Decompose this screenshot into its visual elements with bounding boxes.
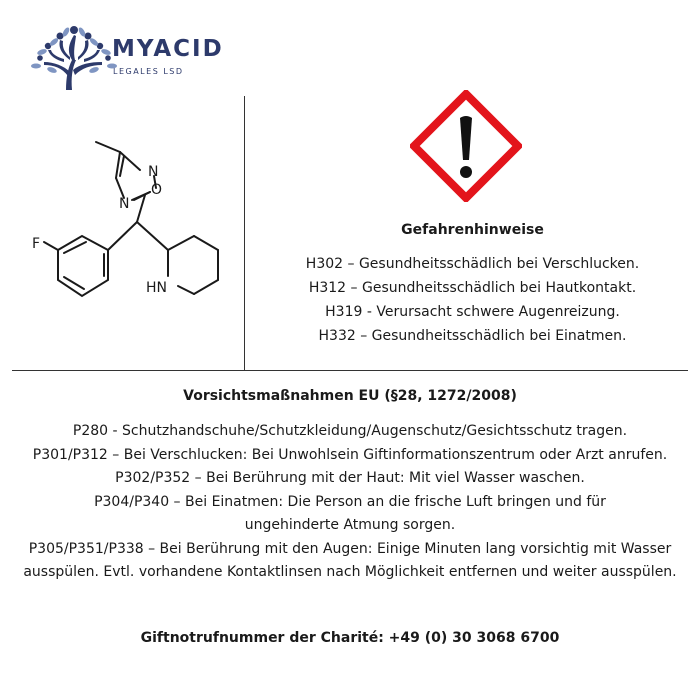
emergency-number: Giftnotrufnummer der Charité: +49 (0) 30 3068 6700 [140,630,560,646]
hazard-statement: H312 – Gesundheitsschädlich bei Hautkontakt. [308,280,637,296]
precautions-heading: Vorsichtsmaßnahmen EU (§28, 1272/2008) [183,388,517,404]
hazard-statement: H302 – Gesundheitsschädlich bei Verschlucken. [305,256,640,272]
atom-nitrogen-ring: N [148,164,159,180]
atom-nitrogen-lower: N [119,196,130,212]
precautions-list [12,420,688,585]
logo-title: MYACID [112,36,224,62]
atom-fluorine: F [32,236,41,252]
hazard-statement: H332 – Gesundheitsschädlich bei Einatmen. [318,328,627,344]
hazard-heading: Gefahrenhinweise [401,222,544,238]
precaution-statement: P305/P351/P338 – Bei Berührung mit den Augen: Einige Minuten lang vorsichtig mit Wasser ausspülen. Evtl. vorhandene Kontaktlinsen nach Möglichkeit entfernen und weiter ausspülen. [23,540,677,580]
precaution-statement: P301/P312 – Bei Verschlucken: Bei Unwohlsein Giftinformationszentrum oder Arzt anrufen. [32,446,668,463]
ghs-exclamation-mark-icon [410,90,522,202]
precaution-statement: P280 - Schutzhandschuhe/Schutzkleidung/Augenschutz/Gesichtsschutz tragen. [72,423,628,439]
chemical-structure [20,140,240,320]
precaution-statement: P302/P352 – Bei Berührung mit der Haut: Mit viel Wasser waschen. [115,470,585,486]
hazard-statement: H319 - Verursacht schwere Augenreizung. [325,304,620,320]
atom-oxygen: O [151,182,163,198]
atom-amine: HN [146,280,167,296]
logo-subtitle: LEGALES LSD [113,67,184,76]
horizontal-divider [12,370,688,371]
precaution-statement: P304/P340 – Bei Einatmen: Die Person an die frische Luft bringen und für ungehinderte Atmung sorgen. [94,493,606,533]
